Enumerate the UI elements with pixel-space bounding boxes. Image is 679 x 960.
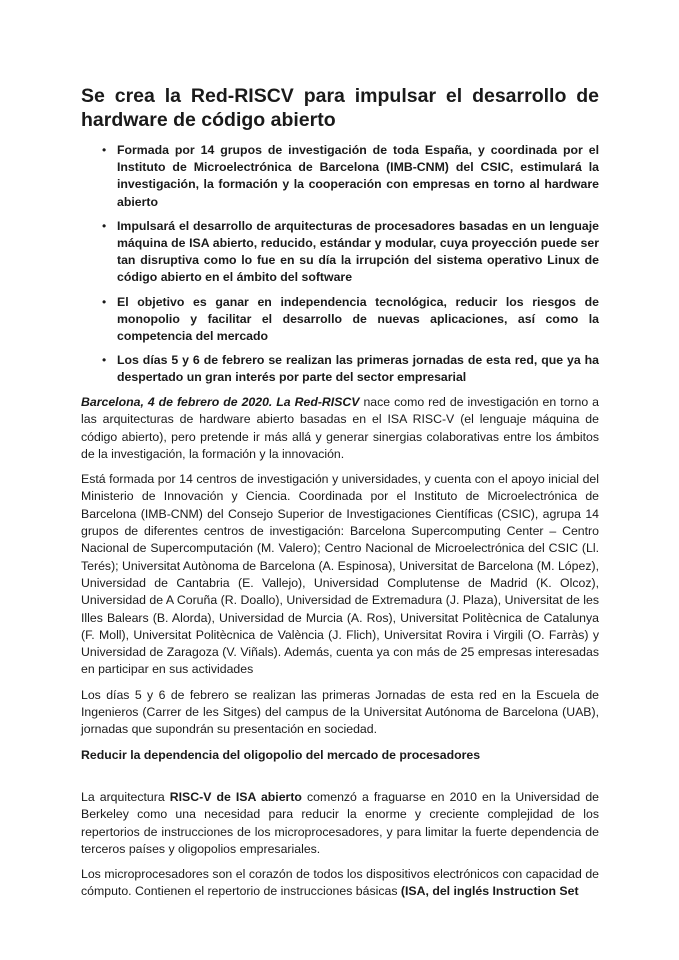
- bold-term: (ISA, del inglés Instruction Set: [400, 884, 579, 899]
- article-body: [81, 394, 599, 909]
- highlight-item: [81, 142, 599, 211]
- highlight-text: Formada por 14 grupos de investigación de toda España, y coordinada por el Instituto de Microelectrónica de Barcelona (IMB-CNM) del CSIC, estimulará la investigación, la formación y la cooperación con empresas en torno al hardware abierto: [117, 143, 599, 209]
- paragraph-riscv-origin: [81, 789, 599, 858]
- bullet-icon: •: [102, 143, 107, 157]
- bullet-icon: •: [102, 294, 107, 309]
- bullet-icon: •: [102, 353, 107, 368]
- highlight-text: Los días 5 y 6 de febrero se realizan las primeras jornadas de esta red, que ya ha despertado un gran interés por parte del sector empresarial: [117, 353, 599, 385]
- highlight-item: [81, 218, 599, 287]
- page-title: Se crea la Red-RISCV para impulsar el desarrollo de hardware de código abierto: [81, 85, 599, 131]
- paragraph-members: Está formada por 14 centros de investigación y universidades, y cuenta con el apoyo inicial del Ministerio de Innovación y Ciencia. Coordinada por el Instituto de Microelectrónica de Barcelona (IMB-CNM) del Consejo Superior de Investigaciones Científicas (CSIC), agrupa 14 grupos de diferentes centros de investigación: Barcelona Supercomputing Center – Centro Nacional de Supercomputación (M. Valero); Centro Nacional de Microelectrónica del CSIC (Ll. Terés); Universitat Autònoma de Barcelona (A. Espinosa), Universitat de Barcelona (M. López), Universidad de Cantabria (E. Vallejo), Universidad Complutense de Madrid (K. Olcoz), Universidad de A Coruña (R. Doallo), Universidad de Extremadura (J. Plaza), Universitat de les Illes Balears (B. Alorda), Universidad de Murcia (A. Ros), Universitat Politècnica de Catalunya (F. Moll), Universitat Politècnica de València (J. Flich), Universitat Rovira i Virgili (O. Farràs) y Universidad de Zaragoza (V. Viñals). Además, cuenta ya con más de 25 empresas interesadas en participar en sus actividades: [81, 472, 599, 677]
- paragraph-microprocessors: [81, 866, 599, 901]
- paragraph-text: Los microprocesadores son el corazón de todos los dispositivos electrónicos con capacidad de cómputo. Contienen el repertorio de instrucciones básicas: [81, 867, 599, 899]
- bold-term: RISC-V de ISA abierto: [169, 789, 302, 804]
- highlight-item: [81, 352, 599, 386]
- bullet-icon: •: [102, 218, 107, 233]
- paragraph-intro: [81, 394, 599, 463]
- dateline: Barcelona, 4 de febrero de 2020. La Red-RISCV: [81, 395, 360, 409]
- highlight-item: [81, 294, 599, 346]
- paragraph-text: La arquitectura: [81, 789, 170, 804]
- section-heading: Reducir la dependencia del oligopolio del mercado de procesadores: [81, 747, 481, 762]
- highlight-text: El objetivo es ganar en independencia tecnológica, reducir los riesgos de monopolio y facilitar el desarrollo de nuevas aplicaciones, así como la competencia del mercado: [117, 294, 599, 344]
- highlights-list: [81, 142, 599, 394]
- highlight-text: Impulsará el desarrollo de arquitecturas de procesadores basadas en un lenguaje máquina de ISA abierto, reducido, estándar y modular, cuya proyección puede ser tan disruptiva como lo fue en su día la irrupción del sistema operativo Linux de código abierto en el ámbito del software: [117, 218, 599, 285]
- paragraph-text: comenzó a fraguarse en 2010 en la Universidad de Berkeley como una necesidad para reducir la enorme y creciente complejidad de los repertorios de instrucciones de los microprocesadores, y para limitar la fuerte dependencia de terceros países y oligopolios empresariales.: [81, 789, 599, 856]
- paragraph-text: nace como red de investigación en torno a las arquitecturas de hardware abierto basadas en el ISA RISC-V (el lenguaje máquina de código abierto), pero pretende ir más allá y generar sinergias colaborativas entre los ámbitos de la investigación, la formación y la innovación.: [81, 395, 599, 461]
- paragraph-jornadas: Los días 5 y 6 de febrero se realizan las primeras Jornadas de esta red en la Escuela de Ingenieros (Carrer de les Sitges) del campus de la Universitat Autónoma de Barcelona (UAB), jornadas que supondrán su presentación en sociedad.: [81, 687, 599, 737]
